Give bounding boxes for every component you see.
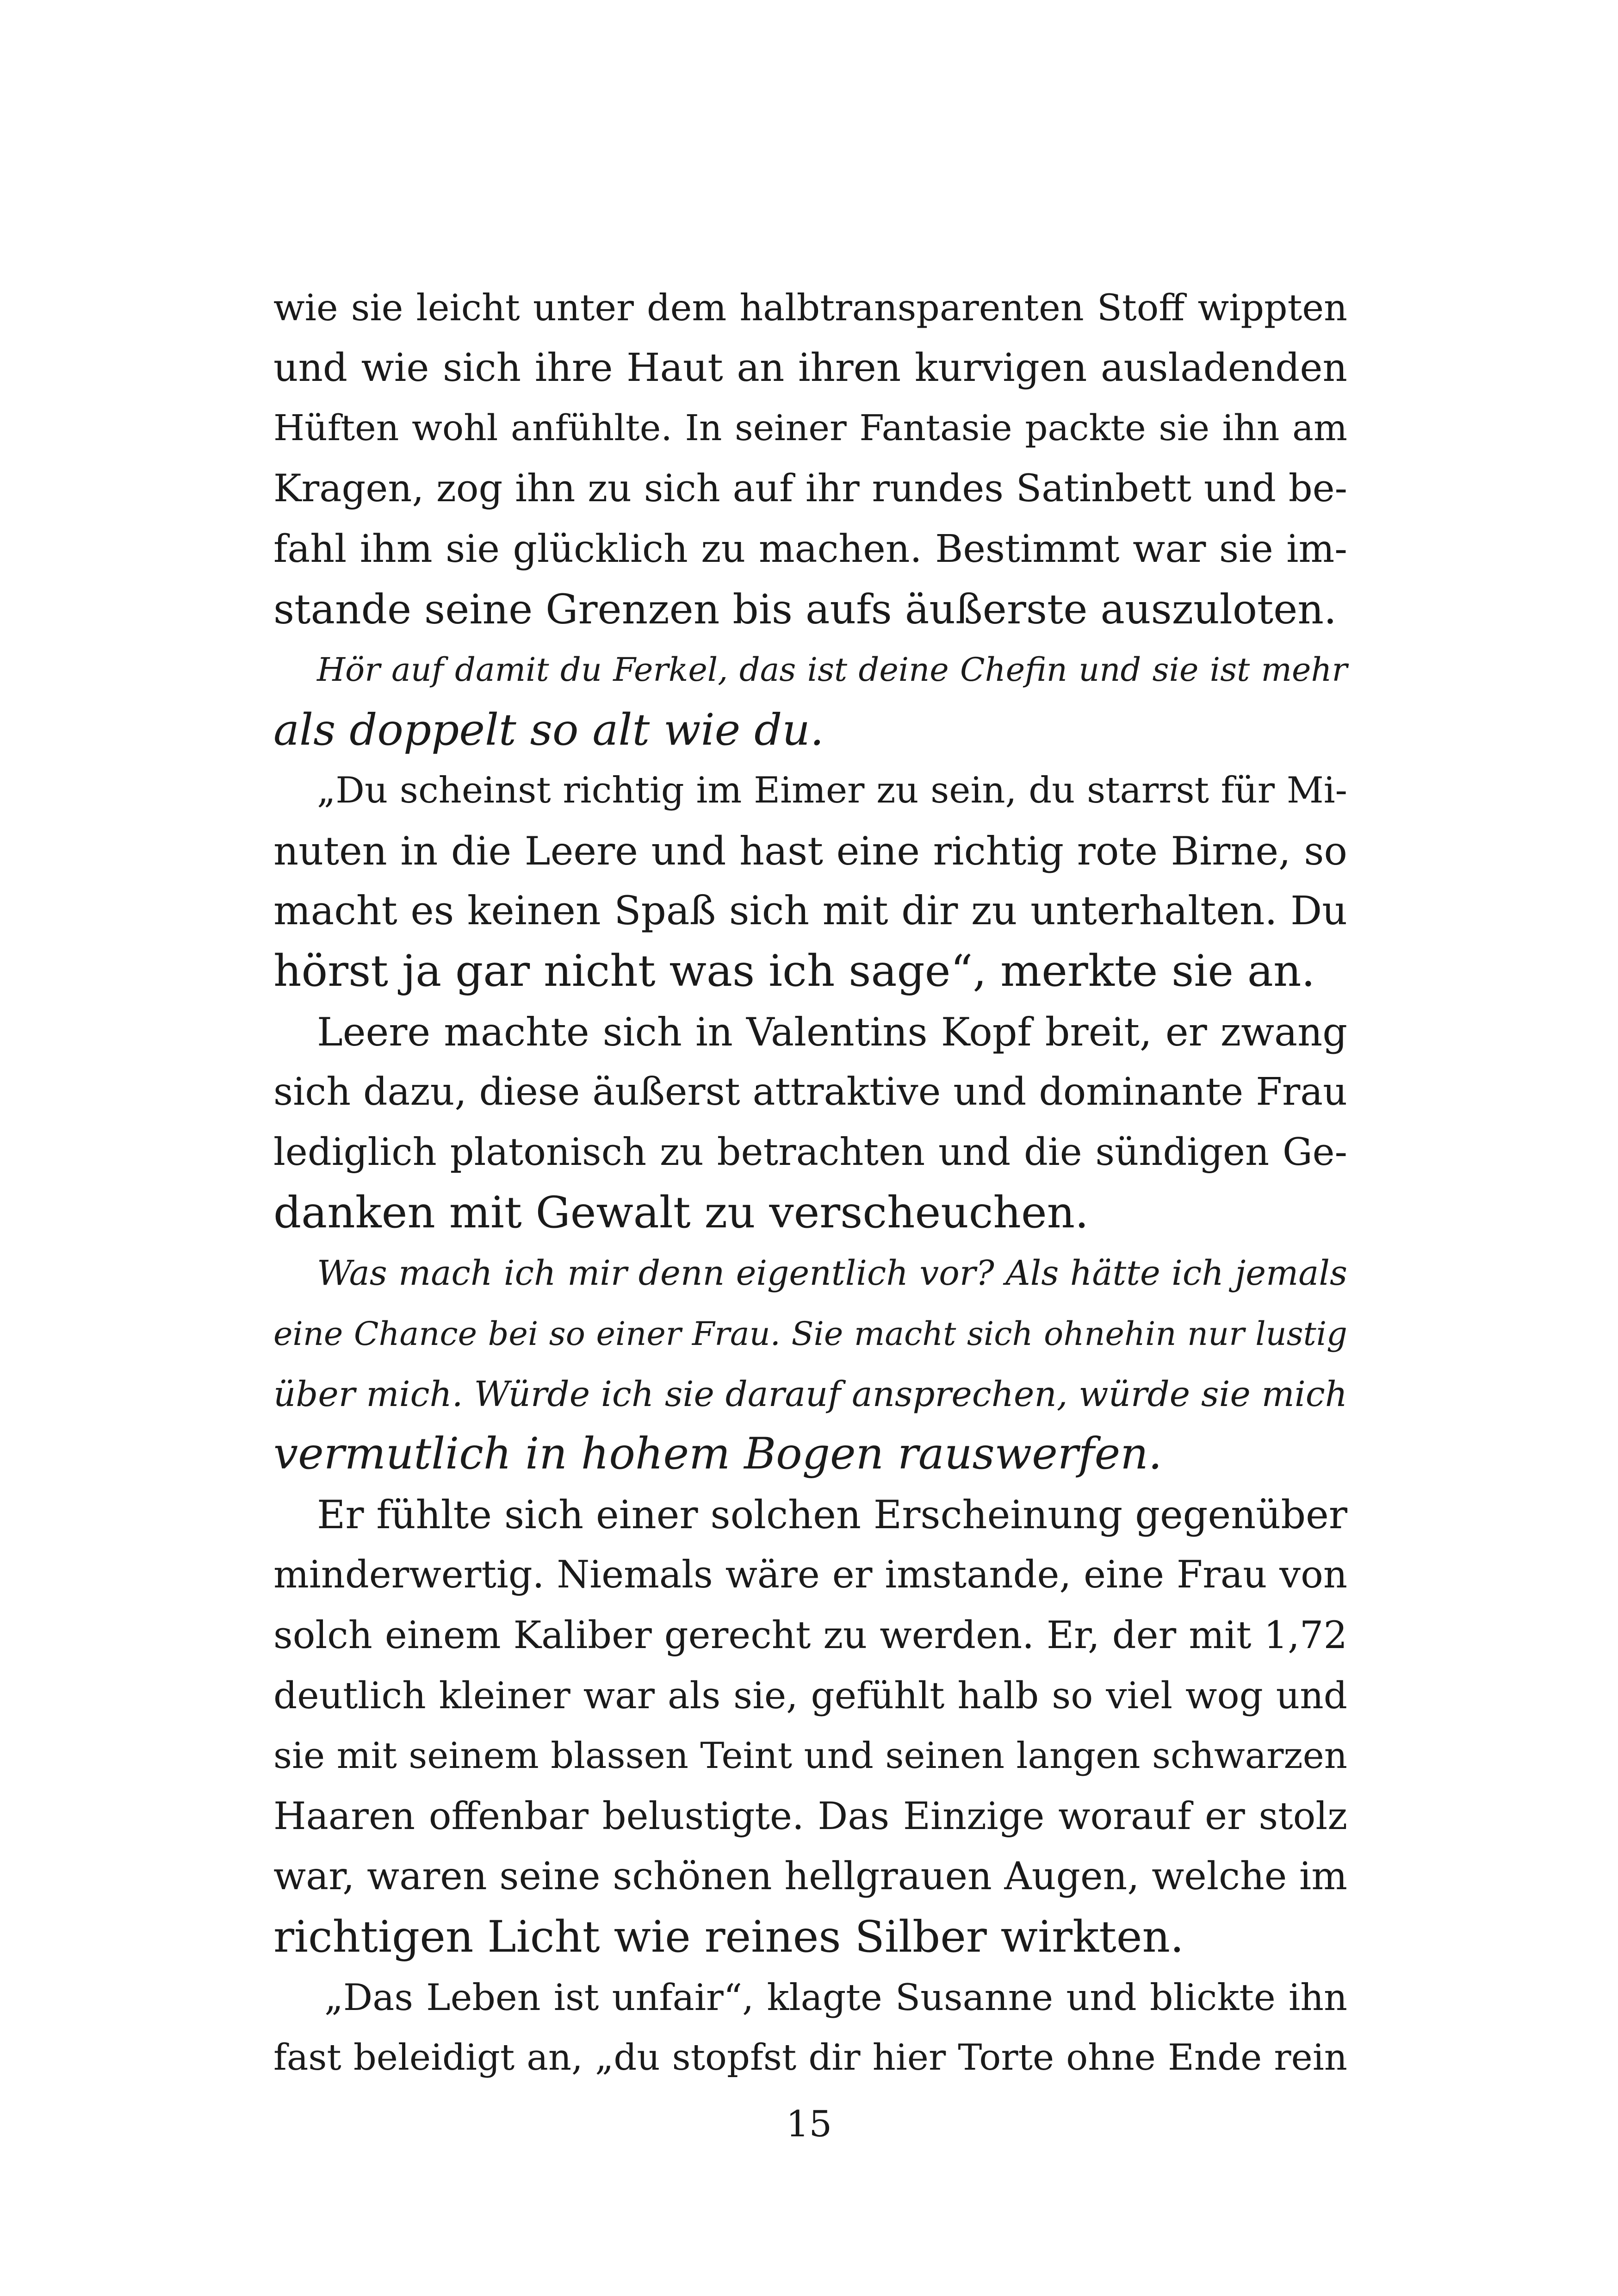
thought-line: als doppelt so alt wie du.: [273, 704, 824, 755]
text-line: und wie sich ihre Haut an ihren kurvigen ausladenden: [273, 345, 1347, 391]
text-line: „Das Leben ist unfair“, klagte Susanne und blickte ihn: [324, 1976, 1347, 2019]
thought-line: Hör auf damit du Ferkel, das ist deine Chefin und sie ist mehr: [317, 651, 1347, 689]
text-line: Kragen, zog ihn zu sich auf ihr rundes Satinbett und be-: [273, 467, 1347, 511]
text-line: richtigen Licht wie reines Silber wirkten.: [273, 1911, 1184, 1962]
text-line: fast beleidigt an, „du stopfst dir hier Torte ohne Ende rein: [273, 2037, 1347, 2079]
text-line: solch einem Kaliber gerecht zu werden. Er, der mit 1,72: [273, 1613, 1347, 1657]
text-line: Haaren offenbar belustigte. Das Einzige worauf er stolz: [273, 1794, 1347, 1838]
text-line: Er fühlte sich einer solchen Erscheinung gegenüber: [317, 1492, 1347, 1537]
text-line: macht es keinen Spaß sich mit dir zu unterhalten. Du: [273, 888, 1347, 934]
thought-line: eine Chance bei so einer Frau. Sie macht sich ohnehin nur lustig: [273, 1314, 1347, 1353]
text-line: fahl ihm sie glücklich zu machen. Bestimmt war sie im-: [273, 527, 1347, 571]
text-line: war, waren seine schönen hellgrauen Augen, welche im: [273, 1854, 1347, 1899]
text-line: lediglich platonisch zu betrachten und die sündigen Ge-: [273, 1131, 1347, 1175]
text-line: Leere machte sich in Valentins Kopf breit, er zwang: [317, 1009, 1347, 1055]
thought-line: über mich. Würde ich sie darauf ansprechen, würde sie mich: [273, 1374, 1348, 1415]
thought-line: vermutlich in hohem Bogen rauswerfen.: [273, 1429, 1162, 1480]
page-number: 15: [786, 2103, 832, 2145]
text-line: minderwertig. Niemals wäre er imstande, eine Frau von: [273, 1553, 1347, 1597]
text-line: hörst ja gar nicht was ich sage“, merkte sie an.: [273, 946, 1315, 997]
text-line: deutlich kleiner war als sie, gefühlt halb so viel wog und: [273, 1674, 1347, 1717]
text-line: Hüften wohl anfühlte. In seiner Fantasie packte sie ihn am: [273, 407, 1347, 449]
text-line: sich dazu, diese äußerst attraktive und dominante Frau: [273, 1070, 1347, 1114]
text-line: sie mit seinem blassen Teint und seinen langen schwarzen: [273, 1735, 1347, 1777]
thought-line: Was mach ich mir denn eigentlich vor? Als hätte ich jemals: [317, 1253, 1347, 1294]
text-line: danken mit Gewalt zu verscheuchen.: [273, 1187, 1089, 1238]
text-line: „Du scheinst richtig im Eimer zu sein, du starrst für Mi-: [317, 770, 1347, 812]
text-line: wie sie leicht unter dem halbtransparenten Stoff wippten: [273, 286, 1347, 329]
text-line: stande seine Grenzen bis aufs äußerste auszuloten.: [273, 585, 1337, 633]
body-text: [273, 278, 1347, 2088]
text-line: nuten in die Leere und hast eine richtig rote Birne, so: [273, 828, 1347, 874]
